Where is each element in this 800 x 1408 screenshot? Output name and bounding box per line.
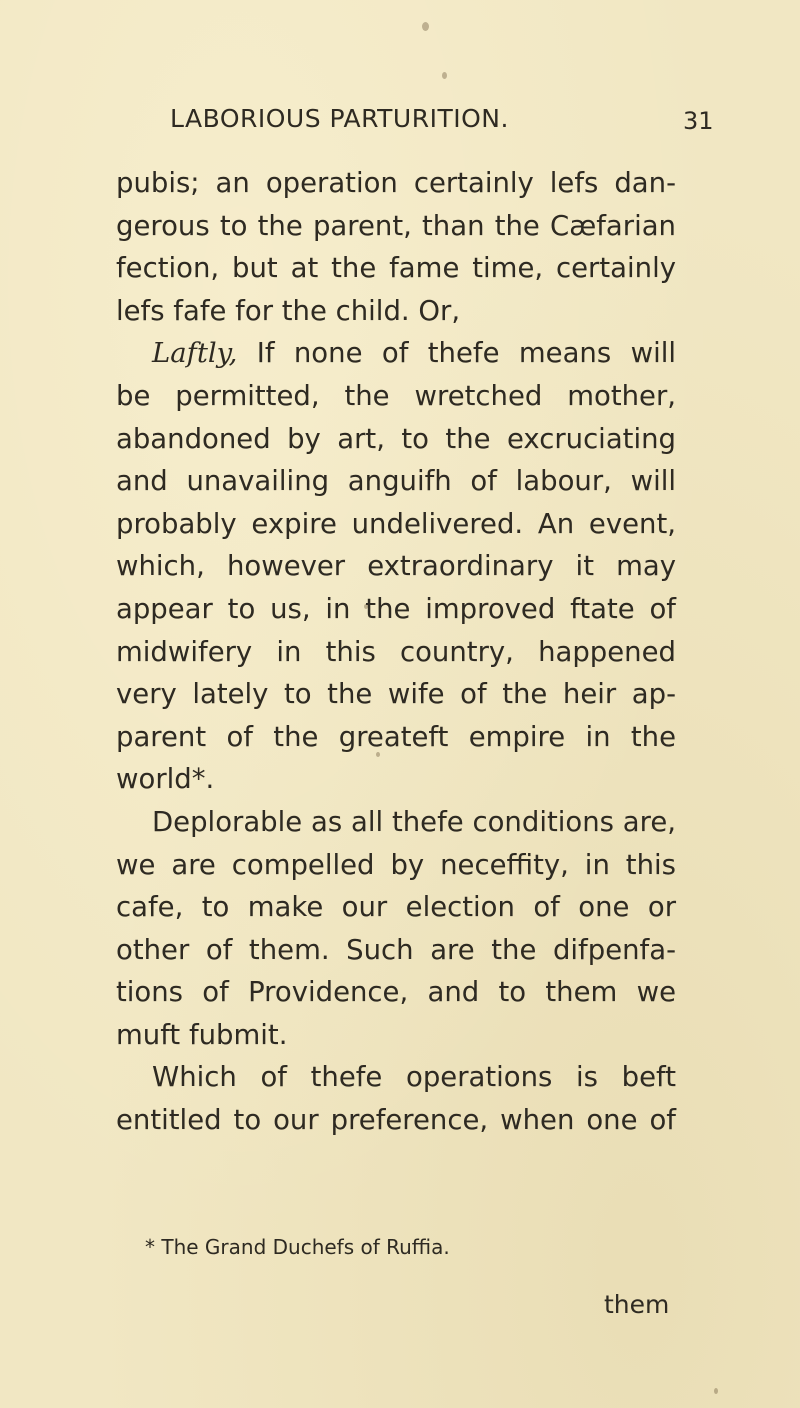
ink-speck: [714, 1388, 718, 1394]
text-line-21: muft fubmit.: [116, 1018, 288, 1051]
text-line-20: tions of Providence, and to them we: [116, 976, 676, 1009]
ink-speck: [376, 752, 380, 757]
catchword: them: [604, 1290, 670, 1319]
text-line-12: midwifery in this country, happened: [116, 635, 676, 668]
page-number: 31: [683, 107, 714, 135]
text-line-3: fection, but at the fame time, certainly: [116, 252, 676, 285]
text-line-9: probably expire undelivered. An event,: [116, 507, 676, 540]
text-line-18: cafe, to make our election of one or: [116, 891, 676, 924]
ink-speck: [364, 604, 368, 609]
text-line-4: lefs fafe for the child. Or,: [116, 294, 461, 327]
text-line-10: which, however extraordinary it may: [116, 550, 676, 583]
text-line-13: very lately to the wife of the heir ap-: [116, 678, 676, 711]
text-line-1: pubis; an operation certainly lefs dan-: [116, 167, 676, 199]
text-line-14: parent of the greateft empire in the: [116, 720, 676, 753]
text-line-5: [116, 332, 676, 375]
ink-speck: [442, 72, 447, 79]
text-line-5-rest: If none of thefe means will: [256, 337, 676, 370]
text-line-23: entitled to our preference, when one of: [116, 1104, 676, 1137]
running-head: LABORIOUS PARTURITION.: [170, 104, 509, 133]
text-line-6: be permitted, the wretched mother,: [116, 379, 676, 412]
lastly-word: Laftly,: [152, 337, 238, 370]
text-line-15: world*.: [116, 763, 215, 796]
text-line-8: and unavailing anguifh of labour, will: [116, 465, 676, 498]
text-line-16: Deplorable as all thefe conditions are,: [152, 805, 676, 838]
text-line-22: Which of thefe operations is beft: [152, 1061, 676, 1094]
ink-speck: [422, 22, 429, 31]
text-line-7: abandoned by art, to the excruciating: [116, 422, 676, 455]
text-line-19: other of them. Such are the difpenfa-: [116, 933, 676, 966]
text-line-17: we are compelled by neceffity, in this: [116, 848, 676, 881]
text-line-2: gerous to the parent, than the Cæfarian: [116, 209, 676, 242]
text-line-11: appear to us, in the improved ftate of: [116, 592, 676, 625]
body-text: [116, 162, 676, 1142]
footnote: * The Grand Duchefs of Ruffia.: [145, 1235, 450, 1259]
